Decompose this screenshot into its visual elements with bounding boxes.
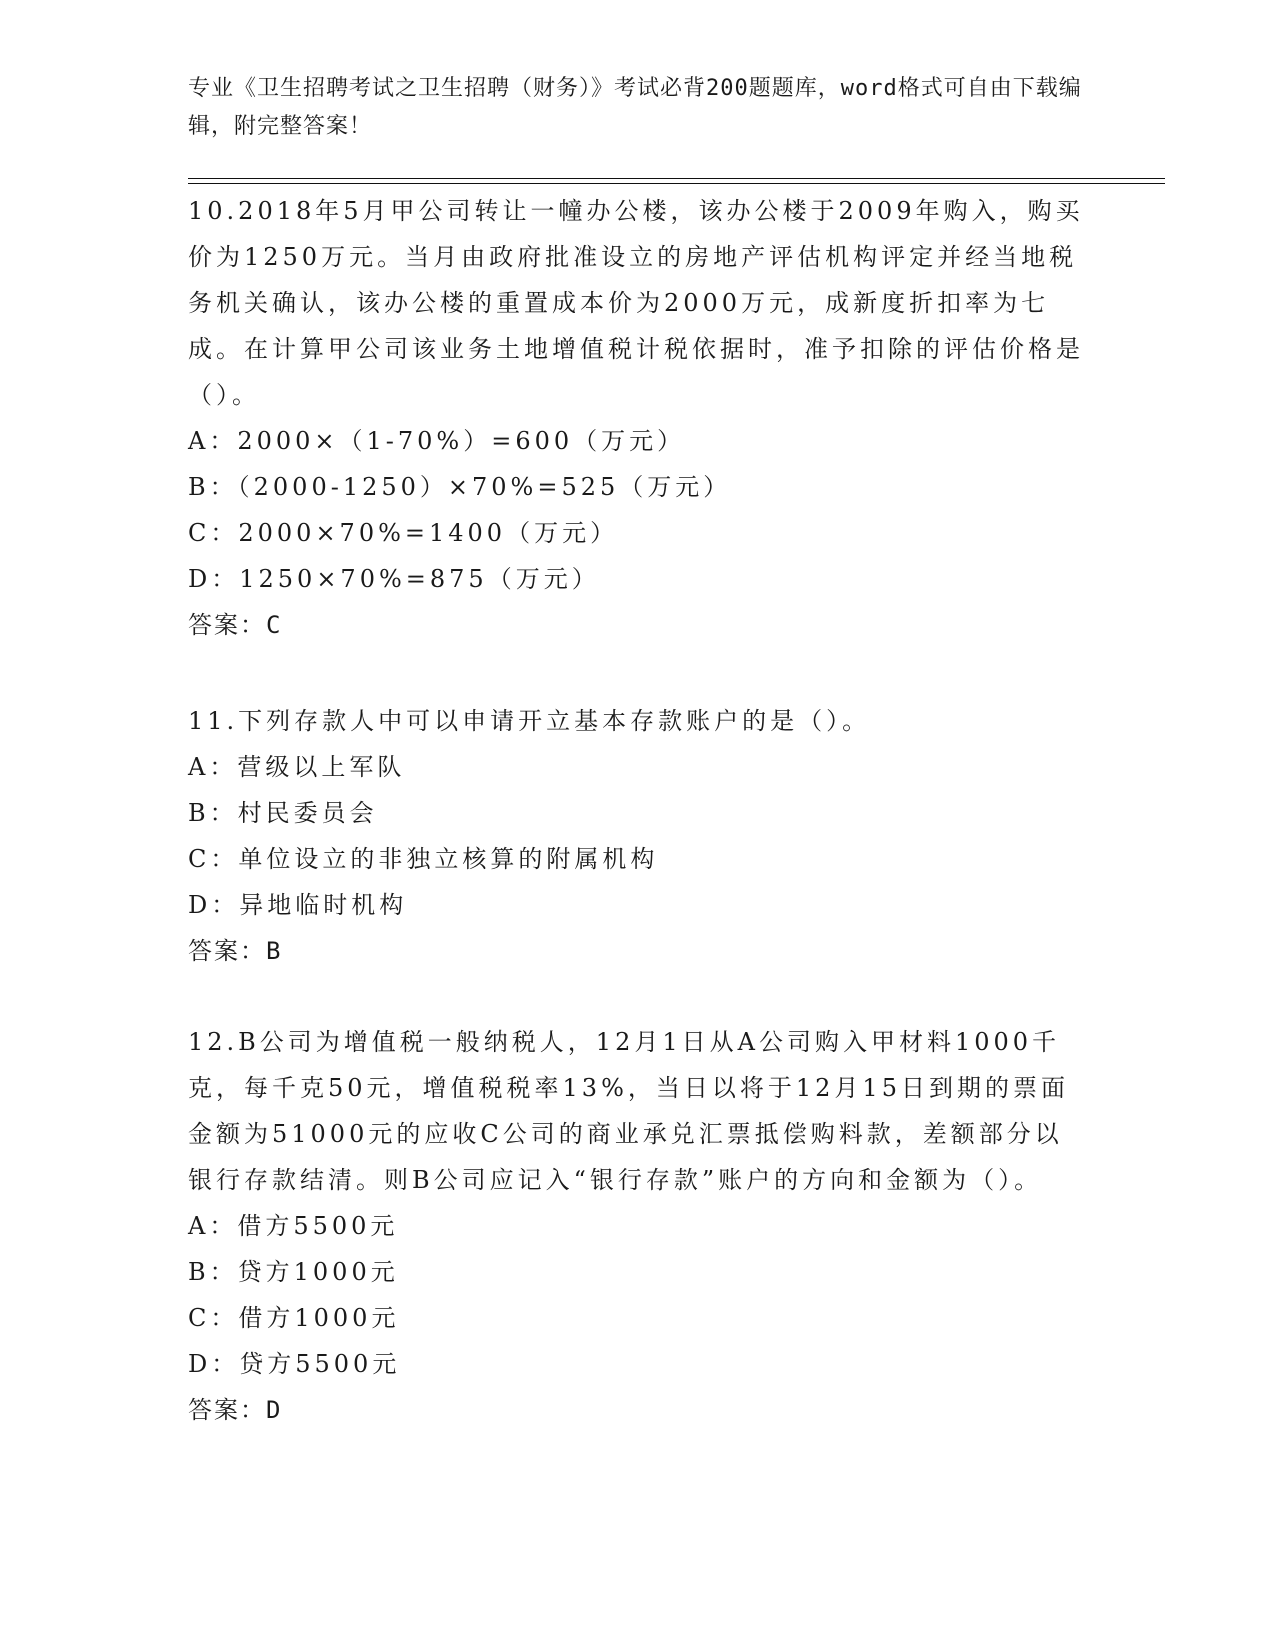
header-divider — [188, 178, 1165, 179]
document-header: 专业《卫生招聘考试之卫生招聘（财务）》考试必背200题题库，word格式可自由下载编辑，附完整答案！ — [188, 76, 1082, 139]
option-a: A：借方5500元 — [188, 1212, 399, 1240]
question-text: 10.2018年5月甲公司转让一幢办公楼，该办公楼于2009年购入，购买价为1250万元。当月由政府批准设立的房地产评估机构评定并经当地税务机关确认，该办公楼的重置成本价为2000万元，成新度折扣率为七成。在计算甲公司该业务土地增值税计税依据时，准予扣除的评估价格是（）。 — [188, 197, 1084, 409]
question-10 — [188, 188, 1088, 648]
question-12 — [188, 1019, 1088, 1433]
question-text: 11.下列存款人中可以申请开立基本存款账户的是（）。 — [188, 707, 871, 735]
option-a: A：2000×（1-70%）=600（万元） — [188, 427, 686, 455]
answer-line: 答案：B — [188, 937, 283, 965]
option-b: B：（2000-1250）×70%=525（万元） — [188, 473, 732, 501]
question-11 — [188, 698, 1088, 974]
question-text: 12.B公司为增值税一般纳税人，12月1日从A公司购入甲材料1000千克，每千克50元，增值税税率13%，当日以将于12月15日到期的票面金额为51000元的应收C公司的商业承兑汇票抵偿购料款，差额部分以银行存款结清。则B公司应记入“银行存款”账户的方向和金额为（）。 — [188, 1028, 1069, 1194]
option-d: D：异地临时机构 — [188, 891, 408, 919]
option-c: C：2000×70%=1400（万元） — [188, 519, 619, 547]
option-d: D：贷方5500元 — [188, 1350, 401, 1378]
option-b: B：贷方1000元 — [188, 1258, 399, 1286]
option-c: C：借方1000元 — [188, 1304, 400, 1332]
option-b: B：村民委员会 — [188, 799, 378, 827]
header-divider-secondary — [188, 183, 1165, 184]
answer-line: 答案：C — [188, 611, 283, 639]
option-a: A：营级以上军队 — [188, 753, 406, 781]
option-c: C：单位设立的非独立核算的附属机构 — [188, 845, 659, 873]
option-d: D：1250×70%=875（万元） — [188, 565, 600, 593]
answer-line: 答案：D — [188, 1396, 283, 1424]
